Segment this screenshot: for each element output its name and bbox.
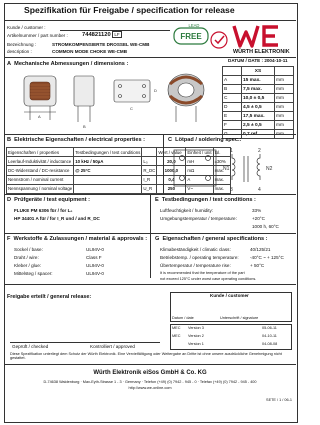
part-number-label: Artikelnummer / part number :: [7, 33, 68, 38]
schematic: [172, 146, 287, 192]
svg-text:C: C: [130, 106, 133, 111]
description-label: description :: [7, 49, 32, 54]
legal-note: Diese Spezifikation unterliegt dem Schutz der Würth Elektronik. Eine Vervielfältigung oder Weitergabe an Dritte ist ohne unsere ausdrückliche Genehmigung nicht gestattet.: [10, 352, 282, 361]
section-d-letter: D: [7, 197, 12, 203]
svg-text:3: 3: [230, 187, 233, 192]
n2-label: N2: [266, 166, 273, 172]
svg-text:4: 4: [258, 187, 261, 192]
lf-badge: LF: [112, 31, 122, 38]
section-d-title: [7, 197, 90, 203]
equipment-line: FLUKE PM 6306 für / for L₀: [14, 208, 73, 213]
electrical-table: Eigenschaften / properties Testbedingungen / test conditions Wert / value Einheit / unit tol. Leerlauf-Induktivität / inductance 10 kHz / 50µA L₀ 20,0 mH ±30% DC-Widerstand / DC-resistance @ 25°C R_DC 1000,0 mΩ max. Nennstrom / nominal current I_R 0,4 A max. Nennspannung / nominal voltage U_R 250 V~ max.: [6, 147, 231, 194]
customer-label: Kunde / customer :: [7, 25, 46, 30]
page-title: Spezifikation für Freigabe / specification for release: [24, 5, 235, 15]
svg-text:1: 1: [230, 148, 233, 154]
divider: [4, 20, 296, 21]
divider: [4, 284, 296, 285]
table-row: Leerlauf-Induktivität / inductance 10 kHz / 50µA L₀ 20,0 mH ±30%: [7, 157, 231, 166]
section-g-letter: G: [155, 236, 160, 242]
divider: [150, 194, 151, 278]
section-g-title: [155, 236, 268, 242]
svg-text:B: B: [83, 124, 86, 129]
signature-line: [10, 342, 160, 343]
svg-text:A: A: [38, 114, 41, 119]
description: COMMON MODE CHOKE WE-CMB: [52, 49, 128, 54]
size-header: XS: [242, 67, 275, 76]
footer-address: D-74638 Waldenburg · Max-Eyth-Strasse 1 - 3 · Germany · Telefon (+49) (0) 7942 - 945 - 0 · Telefax (+49) (0) 7942 - 945 - 400: [43, 380, 257, 384]
table-row: DC-Widerstand / DC-resistance @ 25°C R_DC 1000,0 mΩ max.: [7, 166, 231, 175]
divider: [4, 57, 296, 58]
section-a-label: Mechanische Abmessungen / dimensions :: [14, 61, 129, 67]
customer-box-label: Kunde / customer: [210, 293, 249, 298]
table-row: Nennspannung / nominal voltage U_R 250 V~ max.: [7, 184, 231, 193]
equipment-line: HP 34401 A für / for I_R und / and R_DC: [14, 216, 100, 221]
divider: [4, 364, 296, 365]
svg-text:LEAD: LEAD: [188, 23, 200, 28]
section-f-label: Werkstoffe & Zulassungen / material & approvals :: [13, 236, 148, 242]
dimension-table: [222, 66, 294, 139]
table-row: C 10,0 ± 0,5 mm: [223, 94, 294, 103]
table-row: G 0,7 ref. mm: [223, 130, 294, 139]
section-e-letter: E: [155, 197, 159, 203]
footer-company: Würth Elektronik eiSos GmbH & Co. KG: [93, 370, 207, 376]
section-b-title: [7, 137, 145, 143]
table-row: F 2,5 ± 0,5 mm: [223, 121, 294, 130]
svg-text:2: 2: [258, 148, 261, 154]
table-row: A 15 max. mm: [223, 76, 294, 85]
section-b-letter: B: [7, 137, 12, 143]
divider: [163, 134, 164, 194]
svg-text:FREE: FREE: [180, 32, 202, 41]
brand-name: WÜRTH ELEKTRONIK: [233, 49, 290, 55]
section-e-title: [155, 197, 256, 203]
section-c-title: [168, 137, 241, 143]
general-release-label: Freigabe erteilt / general release:: [7, 294, 92, 300]
lead-free-logo: [174, 23, 208, 44]
svg-text:D: D: [154, 88, 157, 93]
section-a-letter: A: [7, 61, 12, 67]
section-f-letter: F: [7, 236, 11, 242]
we-logo: [234, 26, 278, 46]
rohs-seal: [211, 32, 227, 48]
part-number: 744821120: [82, 32, 111, 38]
designation-label: Bezeichnung :: [7, 42, 37, 47]
table-row: Nennstrom / nominal current I_R 0,4 A max.: [7, 175, 231, 184]
page-ref: SETE / 1 / 06-1: [266, 398, 292, 402]
divider: [4, 134, 296, 135]
table-row: E 17,5 max. mm: [223, 112, 294, 121]
footer-web[interactable]: http://www.we-online.com: [128, 386, 172, 390]
table-row: B 7,5 max. mm: [223, 85, 294, 94]
section-b-label: Elektrische Eigenschaften / electrical properties :: [14, 137, 146, 143]
divider: [4, 233, 296, 234]
section-f-title: [7, 236, 147, 242]
section-d-label: Prüfgeräte / test equipment :: [14, 197, 90, 203]
dimension-drawings: [10, 70, 215, 136]
section-c-letter: C: [168, 137, 173, 143]
section-g-label: Eigenschaften / general specifications :: [162, 236, 268, 242]
designation: STROMKOMPENSIERTE DROSSEL WE-CMB: [52, 42, 150, 47]
n1-label: N1: [223, 166, 230, 172]
section-e-label: Testbedingungen / test conditions :: [161, 197, 256, 203]
table-row: D 4,5 ± 0,5 mm: [223, 103, 294, 112]
section-a-title: [7, 61, 128, 67]
section-c-label: Lötpad / soldering spec.:: [175, 137, 242, 143]
release-date: DATUM / DATE : 2004-10-11: [228, 58, 288, 63]
